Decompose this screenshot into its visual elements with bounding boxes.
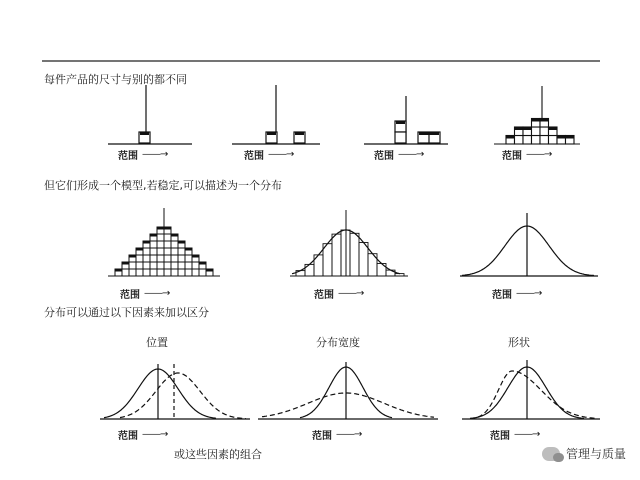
step-cap [171,234,178,237]
block [171,255,178,262]
row2-normal-curve [460,213,598,276]
arrow-right-icon: ——→ [338,288,364,299]
block [178,248,185,255]
axis-label-r1p1 [118,147,167,162]
step-cap [185,248,192,251]
block [540,136,549,145]
block [164,241,171,248]
block-cap [540,119,549,122]
block [515,136,524,145]
step-cap [178,241,185,244]
block [136,269,143,276]
axis-label-text: 范围 [490,431,510,442]
step-bar [377,264,386,277]
block [157,234,164,241]
block [532,127,541,136]
step-cap [199,262,206,265]
axis-label-text: 范围 [118,431,138,442]
title-position: 位置 [146,336,168,349]
row1-panel-4 [494,86,580,144]
block [171,241,178,248]
block [178,262,185,269]
axis-label-r1p3 [374,147,423,162]
step-bar [359,243,368,277]
step-bar [332,234,341,276]
step-bar [350,233,359,276]
block-cap [557,136,566,139]
block [143,262,150,269]
block [171,269,178,276]
block [143,248,150,255]
title-spread: 分布宽度 [316,336,360,349]
block [150,262,157,269]
row3-shape [462,360,600,419]
row1-panel-2 [232,85,320,144]
block-cap [549,127,558,130]
row1-panel-3 [364,96,448,144]
axis-label-text: 范围 [502,151,522,162]
axis-label-r1p2 [244,147,293,162]
block [150,248,157,255]
row2-histogram [108,208,220,276]
step-bar [305,264,314,276]
axis-label-text: 范围 [244,151,264,162]
axis-label-r2p2 [314,286,363,301]
block [129,262,136,269]
block [136,262,143,269]
row1-panel-1 [108,85,192,144]
step-cap [136,248,143,251]
step-cap [206,269,213,272]
title-shape: 形状 [508,336,530,349]
row2-stepped-curve [290,210,408,276]
block [143,255,150,262]
block [164,248,171,255]
axis-label-text: 范围 [120,290,140,301]
step-cap [129,255,136,258]
arrow-right-icon: ——→ [142,149,168,160]
row3-position [100,364,250,419]
arrow-right-icon: ——→ [398,149,424,160]
step-cap [150,234,157,237]
axis-label-r3p1 [118,427,167,442]
step-cap [143,241,150,244]
block [150,255,157,262]
block [192,262,199,269]
block [178,269,185,276]
axis-label-r1p4 [502,147,551,162]
block [150,269,157,276]
arrow-right-icon: ——→ [514,429,540,440]
block [164,269,171,276]
step-cap [122,262,129,265]
watermark-text: 管理与质量 [565,447,626,461]
axis-label-text: 范围 [492,290,512,301]
caption-row2: 但它们形成一个模型,若稳定,可以描述为一个分布 [44,179,282,192]
arrow-right-icon: ——→ [142,429,168,440]
step-cap [192,255,199,258]
axis-label-text: 范围 [312,431,332,442]
block [532,136,541,145]
block-cap [506,136,515,139]
block [150,241,157,248]
block [129,269,136,276]
caption-footer: 或这些因素的组合 [174,448,262,461]
block [199,269,206,276]
watermark [542,445,626,462]
axis-label-text: 范围 [374,151,394,162]
block [143,269,150,276]
block [164,255,171,262]
step-cap [164,227,171,230]
arrow-right-icon: ——→ [336,429,362,440]
block [122,269,129,276]
axis-label-text: 范围 [314,290,334,301]
block-cap [515,127,524,130]
step-cap [157,227,164,230]
block [157,241,164,248]
axis-label-text: 范围 [118,151,138,162]
block [185,269,192,276]
block [157,269,164,276]
block [157,262,164,269]
wechat-icon [542,447,560,461]
block [192,269,199,276]
row3-spread [258,362,438,419]
arrow-right-icon: ——→ [526,149,552,160]
arrow-right-icon: ——→ [516,288,542,299]
block [164,262,171,269]
block [185,262,192,269]
block [178,255,185,262]
block [549,136,558,145]
axis-label-r2p1 [120,286,169,301]
block [157,255,164,262]
caption-row1: 每件产品的尺寸与别的都不同 [44,73,187,86]
block-cap [523,127,532,130]
arrow-right-icon: ——→ [144,288,170,299]
block [164,234,171,241]
arrow-right-icon: ——→ [268,149,294,160]
block [171,262,178,269]
step-cap [115,269,122,272]
block-cap [532,119,541,122]
block [523,136,532,145]
block [157,248,164,255]
block-cap [566,136,575,139]
block [185,255,192,262]
axis-label-r3p3 [490,427,539,442]
block [171,248,178,255]
axis-label-r2p3 [492,286,541,301]
block [540,127,549,136]
caption-row3: 分布可以通过以下因素来加以区分 [44,306,209,319]
axis-label-r3p2 [312,427,361,442]
block [136,255,143,262]
